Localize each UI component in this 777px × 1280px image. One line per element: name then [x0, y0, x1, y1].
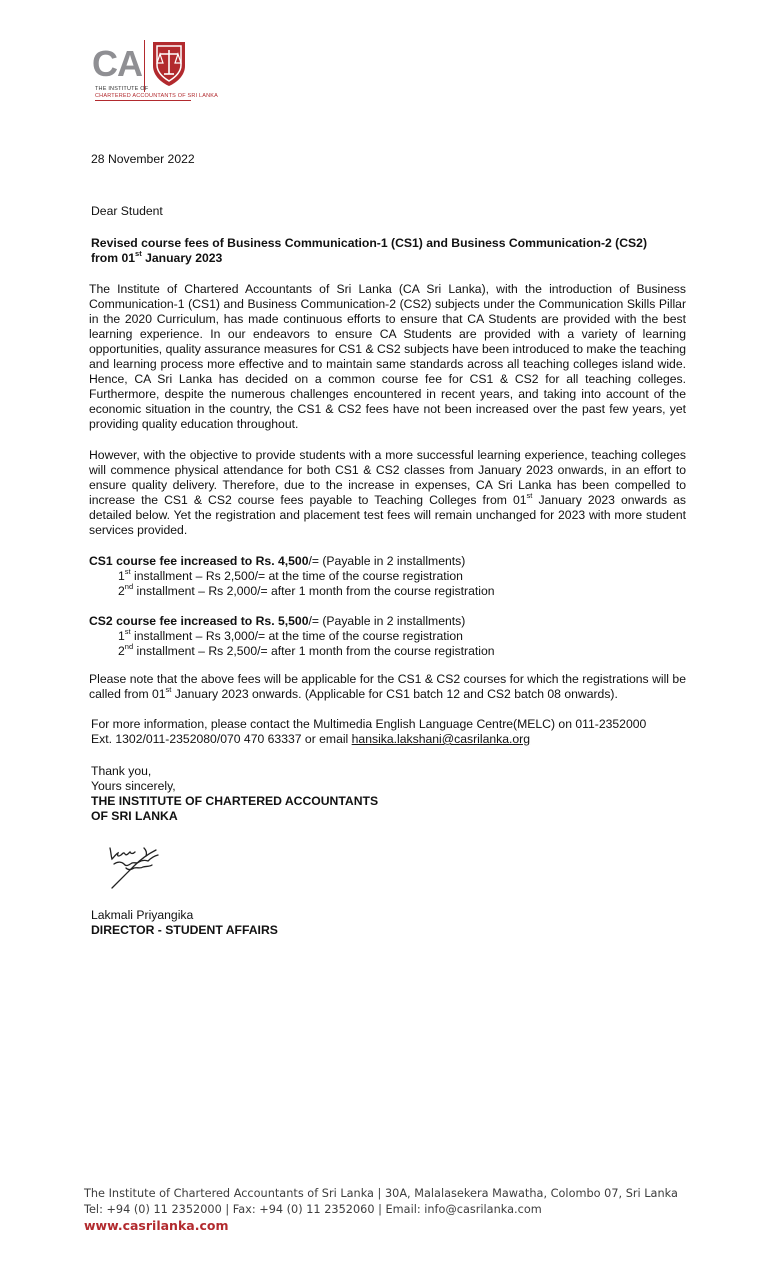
footer-contacts: Tel: +94 (0) 11 2352000 | Fax: +94 (0) 11 2352060 | Email: info@casrilanka.com — [84, 1203, 542, 1216]
cs1-heading: CS1 course fee increased to Rs. 4,500/= (Payable in 2 installments) — [89, 554, 466, 568]
paragraph-fee-increase: However, with the objective to provide students with a more successful learning experience, teaching colleges will commence physical attendance for both CS1 & CS2 classes from January 2023 onwards, in an effort to ensure quality delivery. Therefore, due to the increase in expenses, CA Sri Lanka has been compelled to increase the CS1 & CS2 course fees payable to Teaching Colleges from 01st January 2023 onwards as detailed below. Yet the registration and placement test fees will remain unchanged for 2023 with more student services provided. — [89, 448, 686, 537]
logo-subtitle-1: THE INSTITUTE OF — [95, 86, 149, 92]
email-link[interactable]: hansika.lakshani@casrilanka.org — [351, 732, 531, 746]
scales-shield-icon — [148, 38, 190, 88]
organization-line-2: OF SRI LANKA — [91, 809, 178, 823]
footer-address: The Institute of Chartered Accountants of Sri Lanka | 30A, Malalasekera Mawatha, Colombo 07, Sri Lanka — [84, 1187, 678, 1200]
contact-line-2: Ext. 1302/011-2352080/070 470 63337 or email hansika.lakshani@casrilanka.org — [91, 732, 531, 746]
salutation: Dear Student — [91, 204, 163, 218]
cs2-fee-block — [89, 614, 689, 659]
closing-block — [91, 764, 378, 824]
logo-mark: CA — [92, 43, 142, 84]
logo-divider — [144, 40, 145, 92]
yours-sincerely: Yours sincerely, — [91, 779, 176, 793]
subject-line-2: from 01st January 2023 — [91, 248, 223, 265]
letterhead-footer — [84, 1186, 724, 1234]
signatory-block — [91, 908, 278, 938]
signatory-name: Lakmali Priyangika — [91, 908, 194, 922]
signatory-title: DIRECTOR - STUDENT AFFAIRS — [91, 923, 278, 937]
cs1-installment-2: 2nd installment – Rs 2,000/= after 1 month from the course registration — [118, 581, 495, 598]
subject-heading — [91, 236, 691, 266]
letter-date: 28 November 2022 — [91, 152, 195, 166]
cs1-installment-1: 1st installment – Rs 2,500/= at the time of the course registration — [118, 566, 463, 583]
cs2-installment-2: 2nd installment – Rs 2,500/= after 1 month from the course registration — [118, 641, 495, 658]
contact-info — [91, 717, 691, 747]
organization-line-1: THE INSTITUTE OF CHARTERED ACCOUNTANTS — [91, 794, 379, 808]
logo-underline — [95, 100, 191, 101]
paragraph-applicability: Please note that the above fees will be applicable for the CS1 & CS2 courses for which the registrations will be called from 01st January 2023 onwards. (Applicable for CS1 batch 12 and CS2 batch 08 onwards). — [89, 672, 686, 701]
logo-subtitle-2: CHARTERED ACCOUNTANTS OF SRI LANKA — [95, 93, 219, 99]
contact-line-1: For more information, please contact the Multimedia English Language Centre(MELC) on 011-2352000 — [91, 717, 647, 731]
thank-you: Thank you, — [91, 764, 152, 778]
cs2-heading: CS2 course fee increased to Rs. 5,500/= (Payable in 2 installments) — [89, 614, 466, 628]
paragraph-intro: The Institute of Chartered Accountants of Sri Lanka (CA Sri Lanka), with the introduction of Business Communication-1 (CS1) and Business Communication-2 (CS2) subjects under the Communication Skills Pillar in the 2020 Curriculum, has made continuous efforts to ensure that CA Students are provided with the best learning experience. In our endeavors to ensure CA Students are provided with a variety of learning opportunities, quality assurance measures for CS1 & CS2 subjects have been introduced to make the teaching and learning process more effective and to maintain same standards across all teaching colleges island wide. Hence, CA Sri Lanka has decided on a common course fee for CS1 & CS2 for all teaching colleges. Furthermore, despite the numerous challenges encountered in recent years, and taking into account of the economic situation in the country, the CS1 & CS2 fees have not been increased over the past few years, yet providing quality education throughout. — [89, 282, 686, 431]
cs1-fee-block — [89, 554, 689, 599]
subject-line-1: Revised course fees of Business Communication-1 (CS1) and Business Communication-2 (CS2) — [91, 236, 648, 250]
footer-website-link[interactable]: www.casrilanka.com — [84, 1218, 229, 1233]
handwritten-signature — [104, 840, 164, 892]
cs2-installment-1: 1st installment – Rs 3,000/= at the time of the course registration — [118, 626, 463, 643]
